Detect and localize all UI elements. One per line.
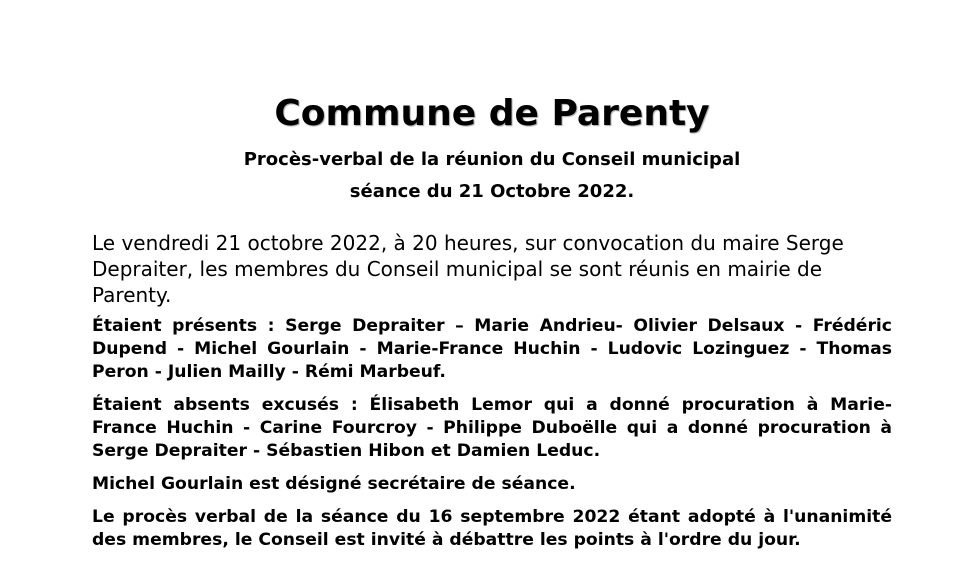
intro-paragraph: Le vendredi 21 octobre 2022, à 20 heures, sur convocation du maire Serge Depraiter, les membres du Conseil municipal se sont réunis en mairie de Parenty. xyxy=(92,231,844,307)
subtitle-line-2: séance du 21 Octobre 2022. xyxy=(349,181,635,202)
page-title: Commune de Parenty xyxy=(274,93,710,134)
document-page xyxy=(92,90,892,552)
page-subtitle xyxy=(92,144,892,208)
attendees-absent-paragraph: Étaient absents excusés : Élisabeth Lemor qui a donné procuration à Marie-France Huchin - Carine Fourcroy - Philippe Duboëlle qui a donné procuration à Serge Depraiter - Sébastien Hibon et Damien Leduc. xyxy=(92,395,892,461)
subtitle-line-1: Procès-verbal de la réunion du Conseil municipal xyxy=(243,149,741,170)
secretary-paragraph: Michel Gourlain est désigné secrétaire de séance. xyxy=(92,474,576,494)
minutes-adoption-paragraph: Le procès verbal de la séance du 16 septembre 2022 étant adopté à l'unanimité des membres, le Conseil est invité à débattre les points à l'ordre du jour. xyxy=(92,507,892,550)
attendees-present-paragraph: Étaient présents : Serge Depraiter – Marie Andrieu- Olivier Delsaux - Frédéric Dupend - Michel Gourlain - Marie-France Huchin - Ludovic Lozinguez - Thomas Peron - Julien Mailly - Rémi Marbeuf. xyxy=(92,316,892,382)
